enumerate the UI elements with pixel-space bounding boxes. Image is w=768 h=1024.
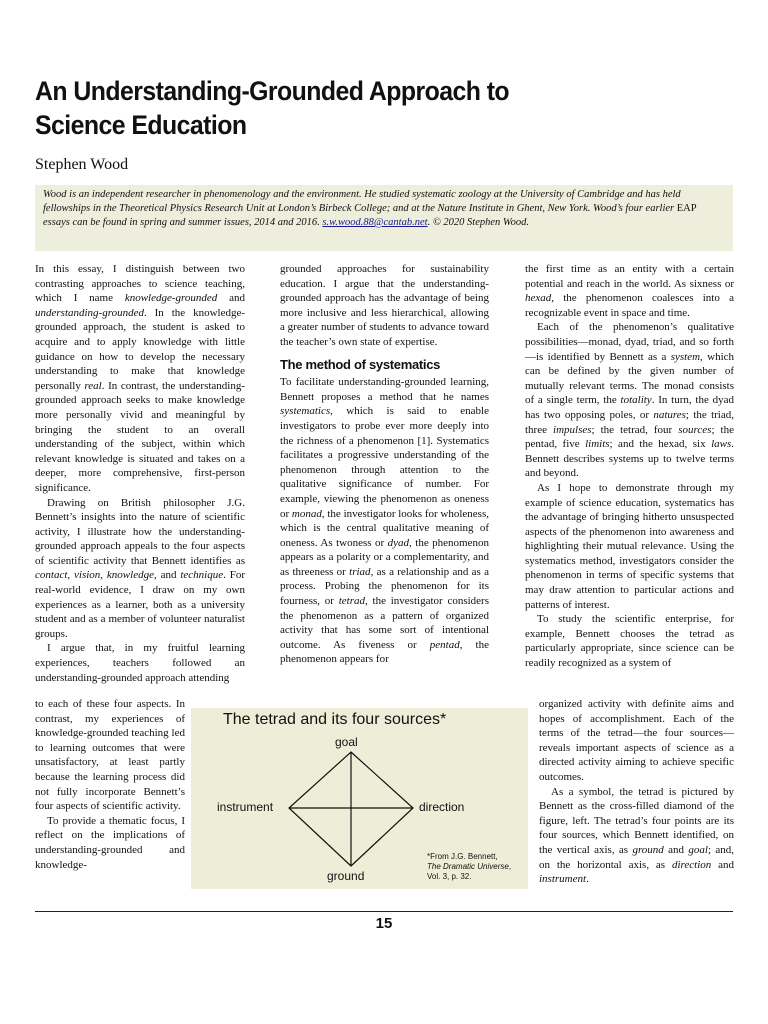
paragraph: I argue that, in my fruitful learning experiences, teachers followed an understanding-grounded approach attending <box>35 642 245 684</box>
article-title <box>35 74 624 142</box>
column-1-lower <box>35 697 185 872</box>
section-heading: The method of systematics <box>280 356 441 372</box>
paragraph: grounded approaches for sustainability education. I argue that the understanding-grounded approach has the advantage of being more inclusive and less hierarchical, allowing a greater number of students to advance toward the teacher’s own state of expertise. <box>280 263 489 348</box>
column-2 <box>280 262 489 667</box>
page-number: 15 <box>375 915 393 932</box>
label-instrument: instrument <box>217 800 274 814</box>
paragraph: To study the scientific enterprise, for example, Bennett chooses the tetrad as particularly appropriate, since science can be readily recognized as a system of <box>525 613 734 670</box>
email-link[interactable]: s.w.wood.88@cantab.net <box>322 217 428 228</box>
paragraph: to each of these four aspects. In contrast, my experiences of knowledge-grounded teaching led to learning outcomes that were unsatisfactory, at least partly because the learning process did not fully incorporate Bennett’s four aspects of scientific activity. <box>35 698 185 813</box>
paragraph: To facilitate understanding-grounded learning, Bennett proposes a method that he names systematics, which is said to enable investigators to probe ever more deeply into the richness of a phenomenon [1]. Systematics facilitates a progressive understanding of the phenomenon through attention to the qualitative significance of number. For example, viewing the phenomenon as oneness or monad, the investigator looks for wholeness, which is the central qualitative meaning of oneness. As twoness or dyad, the phenomenon appears as a polarity or a complementarity, and as threeness or triad, as a relationship and as a process. Probing the phenomenon for its fourness, or tetrad, the investigator considers the phenomenon as a pattern of organized activity that has some sort of intentional outcome. As fiveness or pentad, the phenomenon appears for <box>280 376 489 666</box>
label-ground: ground <box>327 869 365 883</box>
footer-rule <box>35 911 733 912</box>
paragraph: In this essay, I distinguish between two contrasting approaches to science teaching, which I name knowledge-grounded and understanding-grounded. In the knowledge-grounded approach, the student is asked to acquire and to apply knowledge with little guidance on how to develop the necessary understanding to make that knowledge personally real. In contrast, the understanding-grounded approach seeks to make knowledge more personally vivid and meaningful by bringing the student to an overall understanding of the subject, within which relevant knowledge is situated and takes on a deeper, more comprehensive, first-person significance. <box>35 263 246 494</box>
paragraph: As I hope to demonstrate through my example of science education, systematics has the advantage of bringing hitherto unsuspected aspects of the phenomenon into awareness and highlighting their mutual relevance. Using the systematics method, investigators consider the phenomenon in terms of specific systems that may draw attention to particular actions and patterns of interest. <box>525 481 734 611</box>
paragraph: Each of the phenomenon’s qualitative possibilities—monad, dyad, triad, and so forth—is identified by Bennett as a system, which can be defined by the given number of mutually relevant terms. The monad consists of a single term, the totality. In turn, the dyad has two opposing poles, or natures; the triad, three impulses; the tetrad, four sources; the pentad, five limits; and the hexad, six laws. Bennett describes systems up to twelve terms and beyond. <box>525 321 735 480</box>
title-line-1: An Understanding-Grounded Approach to <box>35 76 510 106</box>
label-direction: direction <box>419 800 465 814</box>
tetrad-figure <box>191 708 528 889</box>
column-3-lower <box>539 697 734 887</box>
figure-title: The tetrad and its four sources* <box>223 711 447 728</box>
paragraph: the first time as an entity with a certain potential and reach in the world. As sixness or hexad, the phenomenon coalesces into a recognizable event in space and time. <box>525 263 734 319</box>
author-name: Stephen Wood <box>35 156 129 173</box>
paragraph: Drawing on British philosopher J.G. Bennett’s insights into the nature of scientific activity, I illustrate how the understanding-grounded approach appeals to the four aspects of scientific activity that Bennett identifies as contact, vision, knowledge, and technique. For real-world evidence, I draw on my own experiences as a learner, both as a university student and as a member of volunteer naturalist groups. <box>35 496 246 640</box>
column-1 <box>35 262 245 685</box>
paragraph: To provide a thematic focus, I reflect on the implications of understanding-grounded and knowledge- <box>35 814 185 871</box>
figure-source-note: *From J.G. Bennett, The Dramatic Universe, Vol. 3, p. 32. <box>427 852 512 881</box>
label-goal: goal <box>335 735 358 749</box>
title-line-2: Science Education <box>35 110 247 140</box>
paragraph: As a symbol, the tetrad is pictured by Bennett as the cross-filled diamond of the figure, left. The tetrad’s four points are its four sources, which Bennett identified, on the vertical axis, as ground and goal; and, on the horizontal axis, as direction and instrument. <box>539 785 735 886</box>
author-bio: Wood is an independent researcher in phenomenology and the environment. He studied systematic zoology at the University of Cambridge and has held fellowships in the Theoretical Physics Research Unit at London’s Birbeck College; and at the Nature Institute in Ghent, New York. Wood’s four earlier EAP essays can be found in spring and summer issues, 2014 and 2016. s.w.wood.88@cantab.net. © 2020 Stephen Wood. <box>35 185 733 251</box>
column-3 <box>525 262 734 671</box>
paragraph: organized activity with definite aims and hopes of accomplishment. Each of the terms of the tetrad—the four sources—reveals important aspects of science as a directed activity aiming to achieve specific outcomes. <box>539 698 734 783</box>
